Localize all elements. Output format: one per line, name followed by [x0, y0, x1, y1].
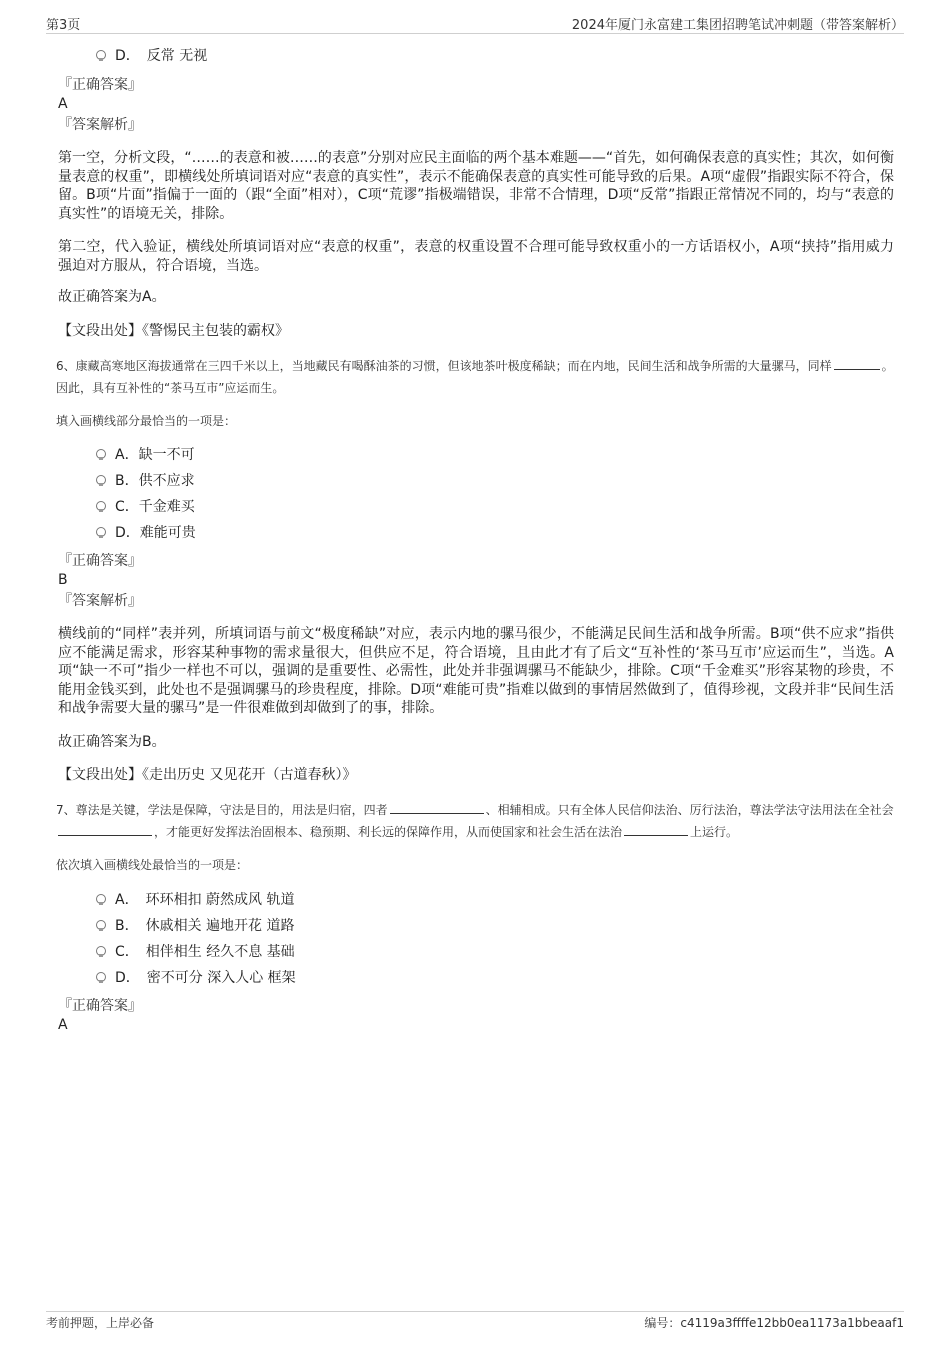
- q7-stem: 7、尊法是关键，学法是保障，守法是目的，用法是归宿，四者 、相辅相成。只有全体人民信仰法治、厉行法治，尊法学法守法用法在全社会，才能更好发挥法治固根本、稳预期、利长远的保障作用，从而使国家和社会生活在法治 上运行。: [56, 803, 894, 839]
- radio-icon[interactable]: [96, 920, 106, 930]
- option-label: D．难能可贵: [115, 525, 196, 541]
- footer-slogan: 考前押题，上岸必备: [46, 1316, 155, 1330]
- document-title: 2024年厦门永富建工集团招聘笔试冲刺题（带答案解析）: [571, 18, 904, 33]
- option-label: B．供不应求: [115, 473, 195, 489]
- option-label: D． 密不可分 深入人心 框架: [115, 970, 296, 986]
- q7-answer: A: [58, 1017, 68, 1033]
- q5-answer-label: 『正确答案』: [58, 77, 142, 93]
- q7-instruction: 依次填入画横线处最恰当的一项是：: [56, 858, 249, 872]
- header-divider: [46, 33, 904, 34]
- q5-conclusion: 故正确答案为A。: [58, 289, 166, 305]
- q6-instruction: 填入画横线部分最恰当的一项是：: [56, 414, 237, 428]
- radio-icon[interactable]: [96, 50, 106, 60]
- q7-option-d[interactable]: [96, 968, 296, 988]
- option-label: A．缺一不可: [115, 447, 195, 463]
- option-label: B． 休戚相关 遍地开花 道路: [115, 918, 295, 934]
- option-label: C． 相伴相生 经久不息 基础: [115, 944, 295, 960]
- option-label: A． 环环相扣 蔚然成风 轨道: [115, 892, 295, 908]
- q6-stem: 6、康藏高寒地区海拔通常在三四千米以上，当地藏民有喝酥油茶的习惯，但该地茶叶极度稀缺；而在内地，民间生活和战争所需的大量骡马，同样 。因此，具有互补性的“茶马互市”应运而生。: [56, 359, 894, 395]
- page-header: [46, 14, 904, 32]
- q6-answer: B: [58, 572, 68, 588]
- option-label: D． 反常 无视: [115, 48, 208, 64]
- radio-icon[interactable]: [96, 972, 106, 982]
- radio-icon[interactable]: [96, 449, 106, 459]
- radio-icon[interactable]: [96, 527, 106, 537]
- q6-option-c[interactable]: [96, 497, 195, 517]
- q6-source: 【文段出处】《走出历史 又见花开（古道春秋）》: [58, 767, 357, 783]
- q7-option-a[interactable]: [96, 890, 294, 910]
- q6-option-a[interactable]: [96, 445, 195, 465]
- q6-option-b[interactable]: [96, 471, 195, 491]
- radio-icon[interactable]: [96, 946, 106, 956]
- option-label: C．千金难买: [115, 499, 195, 515]
- footer-divider: [46, 1311, 904, 1312]
- q5-source: 【文段出处】《警惕民主包装的霸权》: [58, 323, 289, 339]
- q5-answer: A: [58, 96, 68, 112]
- blank-line: [58, 823, 152, 836]
- q7-option-b[interactable]: [96, 916, 295, 936]
- page-footer: [46, 1314, 904, 1332]
- q5-analysis-p1: 第一空，分析文段，“……的表意和被……的表意”分别对应民主面临的两个基本难题——“首先，如何确保表意的真实性；其次，如何衡量表意的权重”，即横线处所填词语对应“表意的真实性”，表示不能确保表意的真实性可能导致的后果。A项“虚假”指跟实际不符合，保留。B项“片面”指偏于一面的（跟“全面”相对），C项“荒谬”指极端错误，非常不合情理，D项“反常”指跟正常情况不同的，均与“表意的真实性”的语境无关，排除。: [58, 150, 894, 222]
- blank-line: [390, 801, 484, 814]
- q5-analysis-p2: 第二空，代入验证，横线处所填词语对应“表意的权重”，表意的权重设置不合理可能导致权重小的一方话语权小，A项“挟持”指用威力强迫对方服从，符合语境，当选。: [58, 239, 894, 274]
- q6-analysis-label: 『答案解析』: [58, 593, 142, 609]
- radio-icon[interactable]: [96, 894, 106, 904]
- radio-icon[interactable]: [96, 475, 106, 485]
- blank-line: [834, 357, 880, 370]
- radio-icon[interactable]: [96, 501, 106, 511]
- document-id: 编号：c4119a3ffffe12bb0ea1173a1bbeaaf1: [644, 1316, 904, 1330]
- blank-line: [624, 823, 688, 836]
- q6-conclusion: 故正确答案为B。: [58, 734, 166, 750]
- q7-answer-label: 『正确答案』: [58, 998, 142, 1014]
- q5-option-d[interactable]: [96, 46, 207, 66]
- q5-analysis-label: 『答案解析』: [58, 117, 142, 133]
- q7-option-c[interactable]: [96, 942, 295, 962]
- q6-option-d[interactable]: [96, 523, 196, 543]
- page-number: 第3页: [46, 18, 81, 33]
- q6-analysis-p1: 横线前的“同样”表并列，所填词语与前文“极度稀缺”对应，表示内地的骡马很少，不能满足民间生活和战争所需。B项“供不应求”指供应不能满足需求，形容某种事物的需求量很大，但供应不足，符合语境，且由此才有了后文“互补性的‘茶马互市’应运而生”，当选。A项“缺一不可”指少一样也不可以，强调的是重要性、必需性，此处并非强调骡马不能缺少，排除。C项“千金难买”形容某物的珍贵，不能用金钱买到，此处也不是强调骡马的珍贵程度，排除。D项“难能可贵”指难以做到的事情居然做到了，值得珍视，文段并非“民间生活和战争需要大量的骡马”是一件很难做到却做到了的事，排除。: [58, 626, 894, 716]
- q6-answer-label: 『正确答案』: [58, 553, 142, 569]
